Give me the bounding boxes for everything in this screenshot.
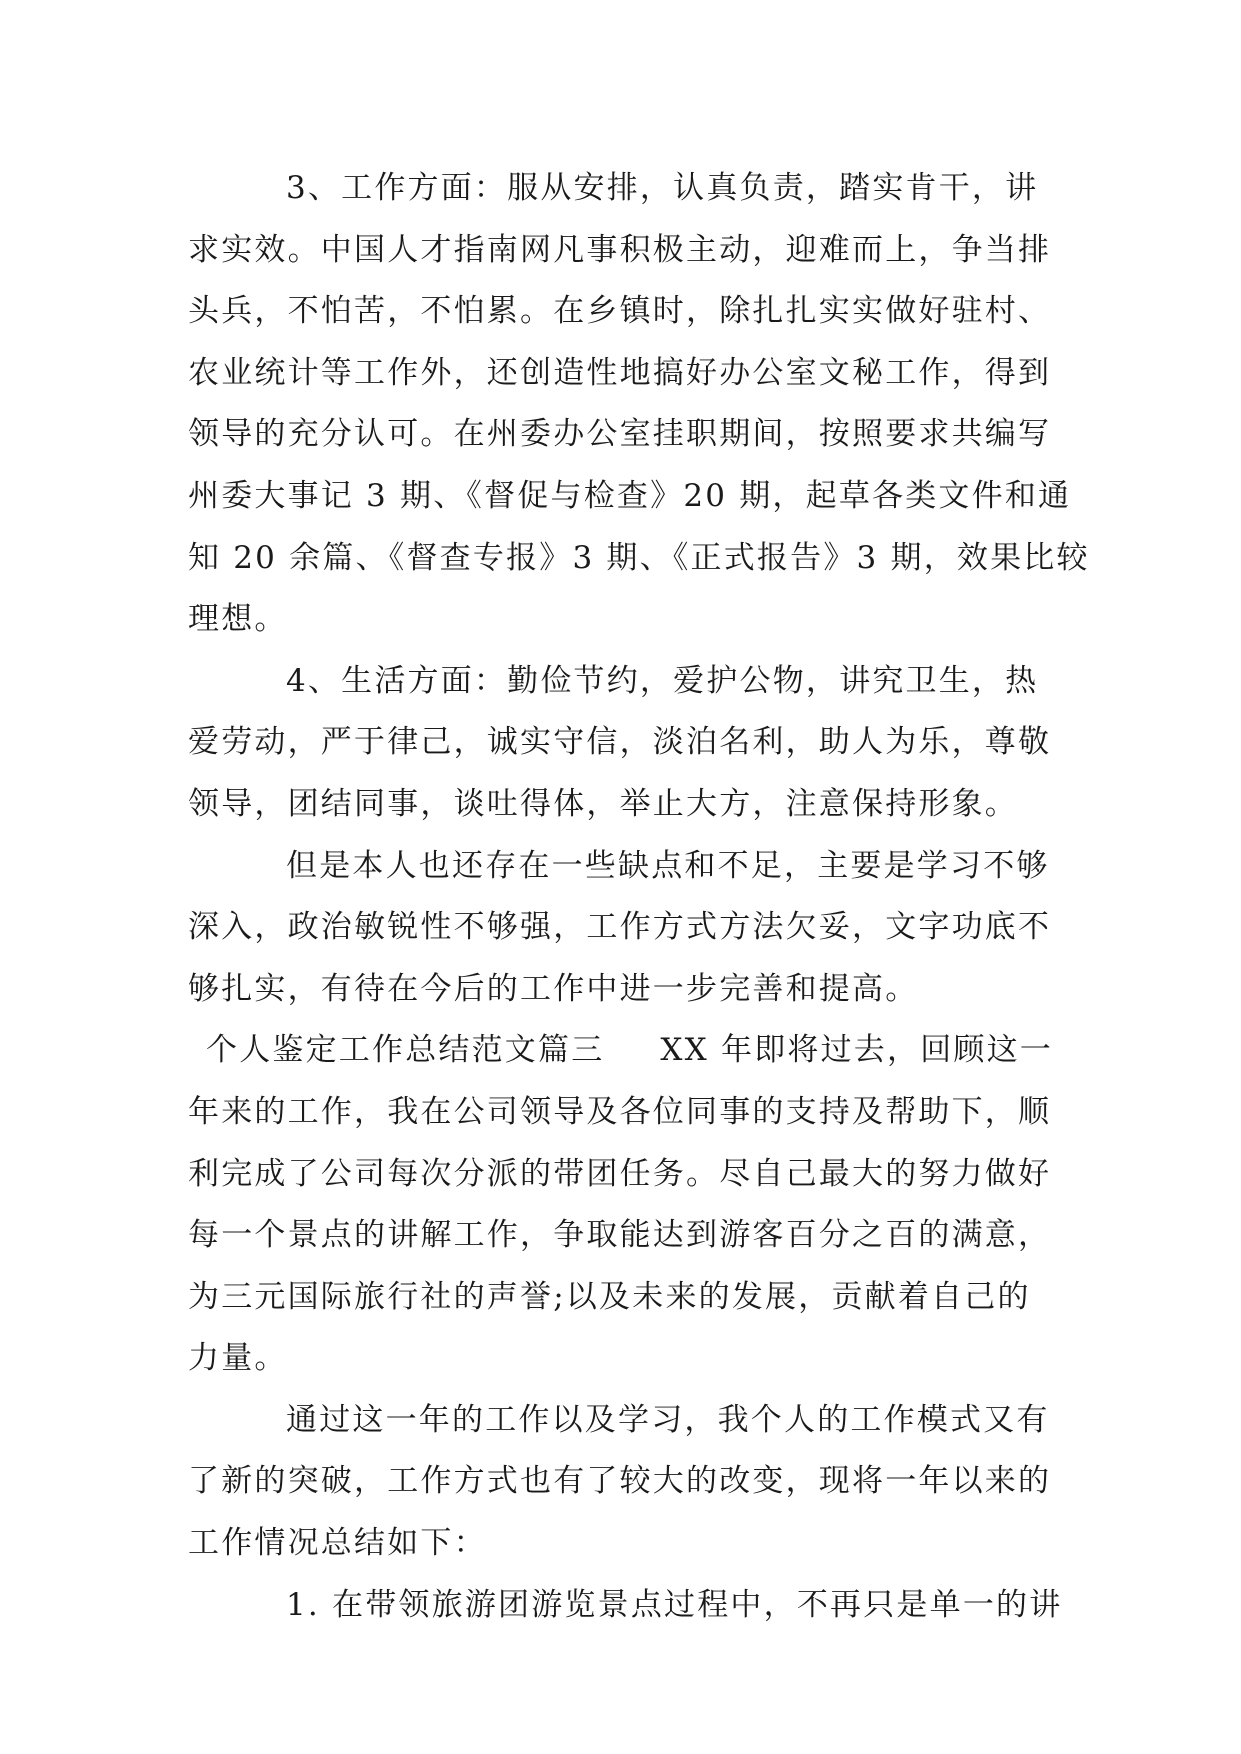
- text-line: XX 年即将过去，回顾这一: [660, 1032, 1053, 1069]
- text-line: 够扎实，有待在今后的工作中进一步完善和提高。: [188, 970, 919, 1007]
- text-line: 但是本人也还存在一些缺点和不足，主要是学习不够: [286, 847, 1050, 884]
- text-line: 农业统计等工作外，还创造性地搞好办公室文秘工作，得到: [188, 354, 1052, 391]
- text-line: 工作情况总结如下：: [188, 1525, 487, 1562]
- text-line: 力量。: [188, 1340, 288, 1377]
- text-line: 领导的充分认可。在州委办公室挂职期间，按照要求共编写: [188, 416, 1052, 453]
- text-line: 利完成了公司每次分派的带团任务。尽自己最大的努力做好: [188, 1155, 1052, 1192]
- text-line: 1. 在带领旅游团游览景点过程中，不再只是单一的讲: [286, 1586, 1063, 1623]
- text-line: 领导，团结同事，谈吐得体，举止大方，注意保持形象。: [188, 785, 1018, 822]
- text-line: 3、工作方面：服从安排，认真负责，踏实肯干，讲: [286, 170, 1039, 206]
- text-line: 通过这一年的工作以及学习，我个人的工作模式又有: [286, 1401, 1050, 1438]
- text-line: 每一个景点的讲解工作，争取能达到游客百分之百的满意，: [188, 1217, 1052, 1254]
- section-heading: 个人鉴定工作总结范文篇三: [206, 1032, 605, 1069]
- text-line: 州委大事记 3 期、《督促与检查》20 期，起草各类文件和通: [188, 477, 1072, 514]
- body-text: [188, 158, 1090, 1636]
- text-line: 为三元国际旅行社的声誉;以及未来的发展，贡献着自己的: [188, 1278, 1031, 1315]
- text-line: 4、生活方面：勤俭节约，爱护公物，讲究卫生，热: [286, 662, 1039, 699]
- text-line: 理想。: [188, 601, 288, 638]
- text-line: 爱劳动，严于律己，诚实守信，淡泊名利，助人为乐，尊敬: [188, 724, 1052, 761]
- section-heading-line: [188, 1020, 1054, 1082]
- text-line: 深入，政治敏锐性不够强，工作方式方法欠妥，文字功底不: [188, 909, 1052, 946]
- text-line: 求实效。中国人才指南网凡事积极主动，迎难而上，争当排: [188, 231, 1052, 268]
- text-line: 了新的突破，工作方式也有了较大的改变，现将一年以来的: [188, 1463, 1052, 1500]
- text-line: 年来的工作，我在公司领导及各位同事的支持及帮助下，顺: [188, 1093, 1052, 1130]
- text-line: 头兵，不怕苦，不怕累。在乡镇时，除扎扎实实做好驻村、: [188, 293, 1052, 330]
- text-line: 知 20 余篇、《督查专报》3 期、《正式报告》3 期，效果比较: [188, 539, 1090, 576]
